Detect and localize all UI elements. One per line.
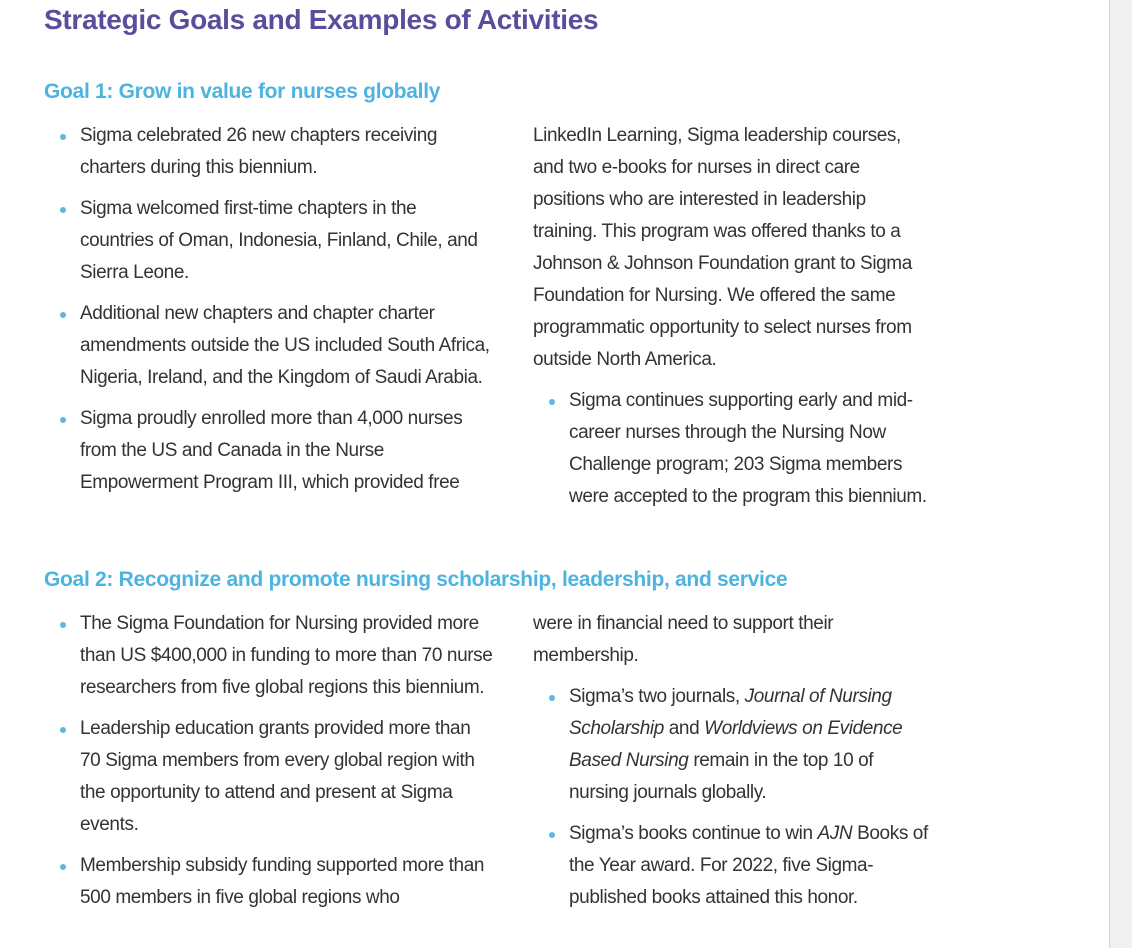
journal-title-2: Worldviews on Evidence Based Nursing [569, 718, 903, 771]
books-text-prefix: Sigma’s books continue to win [569, 823, 818, 844]
list-item-continuation: were in financial need to support their membership. [533, 613, 834, 666]
goal-1-heading: Goal 1: Grow in value for nurses globally [44, 80, 441, 103]
list-item: Additional new chapters and chapter charter amendments outside the US included South Africa, Nigeria, Ireland, and the Kingdom of Saudi Arabia. [44, 298, 494, 394]
journals-list-item [533, 681, 933, 809]
goal-1-right-column [533, 120, 933, 522]
list-item: Sigma proudly enrolled more than 4,000 nurses from the US and Canada in the Nurse Empowerment Program III, which provided free [44, 403, 494, 499]
publication-title: AJN [817, 823, 853, 844]
list-item: Leadership education grants provided more than 70 Sigma members from every global region with the opportunity to attend and present at Sigma events. [44, 713, 494, 841]
list-item: Sigma welcomed first-time chapters in the countries of Oman, Indonesia, Finland, Chile, and Sierra Leone. [44, 193, 494, 289]
journals-text-conjunction: and [663, 718, 705, 739]
goal-2-heading: Goal 2: Recognize and promote nursing scholarship, leadership, and service [44, 568, 788, 591]
journals-text-suffix: remain in the top 10 of nursing journals globally. [569, 750, 874, 803]
page-edge-scrollbar [1109, 0, 1132, 948]
goal-1-left-column [44, 120, 494, 508]
list-item: Membership subsidy funding supported more than 500 members in five global regions who [44, 850, 494, 914]
page-title: Strategic Goals and Examples of Activities [44, 4, 599, 35]
list-item: The Sigma Foundation for Nursing provided more than US $400,000 in funding to more than 70 nurse researchers from five global regions this biennium. [44, 608, 494, 704]
books-list-item [533, 818, 933, 914]
list-item: Sigma celebrated 26 new chapters receiving charters during this biennium. [44, 120, 494, 184]
goal-2-left-column [44, 608, 494, 923]
list-item: Sigma continues supporting early and mid-career nurses through the Nursing Now Challenge program; 203 Sigma members were accepted to the program this biennium. [533, 385, 933, 513]
books-text-suffix: Books of the Year award. For 2022, five Sigma-published books attained this honor. [569, 823, 928, 908]
journals-text-prefix: Sigma’s two journals, [569, 686, 745, 707]
journal-title-1: Journal of Nursing Scholarship [569, 686, 892, 739]
goal-2-right-column [533, 608, 933, 923]
list-item-continuation: LinkedIn Learning, Sigma leadership courses, and two e-books for nurses in direct care positions who are interested in leadership training. This program was offered thanks to a Johnson & Johnson Foundation grant to Sigma Foundation for Nursing. We offered the same programmatic opportunity to select nurses from outside North America. [533, 125, 912, 370]
